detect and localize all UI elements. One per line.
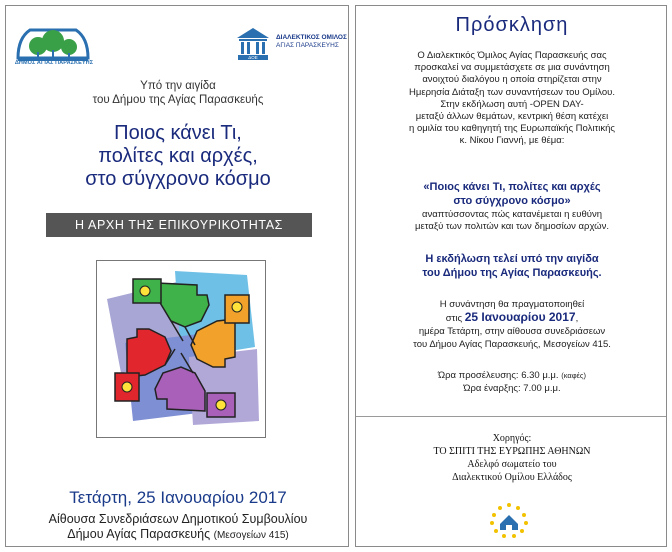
invitation-cover — [5, 5, 349, 547]
sponsor-line2: Αδελφό σωματείο του — [467, 459, 557, 470]
topic-desc-line2: μεταξύ των πολιτών και των δημοσίων αρχών. — [415, 221, 609, 233]
sponsor-line3: Διαλεκτικού Ομίλου Ελλάδος — [452, 472, 572, 483]
invitation-text-panel — [355, 5, 667, 547]
meeting-line3: ημέρα Τετάρτη, στην αίθουσα συνεδριάσεων — [418, 326, 606, 337]
topic-line1: «Ποιος κάνει Τι, πολίτες και αρχές — [423, 181, 601, 193]
arrival-time: Ώρα προσέλευσης: 6.30 μ.μ. — [437, 370, 559, 381]
event-venue — [6, 512, 350, 543]
meeting-details — [356, 298, 668, 351]
dialectic-club-logo — [234, 24, 272, 62]
dialectic-club-name-line1: ΔΙΑΛΕΚΤΙΚΟΣ ΟΜΙΛΟΣ — [276, 34, 347, 41]
meeting-suffix: , — [575, 313, 579, 324]
invitation-title: Πρόσκληση — [455, 14, 569, 36]
subsidiarity-band: Η ΑΡΧΗ ΤΗΣ ΕΠΙΚΟΥΡΙΚΟΤΗΤΑΣ — [46, 213, 312, 237]
topic-line2: στο σύγχρονο κόσμο» — [453, 195, 571, 207]
intro-line: μεταξύ άλλων θεμάτων, κεντρική θέση κατέχει — [415, 111, 609, 123]
auspices-notice-line1: Η εκδήλωση τελεί υπό την αιγίδα — [425, 253, 599, 265]
intro-line: ανοιχτού διαλόγου η οποία στηρίζεται στην — [422, 74, 602, 86]
meeting-prefix: στις — [445, 313, 465, 324]
sponsor-line1: ΤΟ ΣΠΙΤΙ ΤΗΣ ΕΥΡΩΠΗΣ ΑΘΗΝΩΝ — [433, 446, 591, 457]
sponsor-block — [356, 432, 668, 484]
section-divider — [356, 416, 666, 417]
intro-line: προσκαλεί να συμμετάσχετε σε μια συνάντηση — [414, 62, 610, 74]
topic-description — [356, 209, 668, 233]
event-title-line2: πολίτες και αρχές, — [98, 145, 258, 167]
meeting-line4: του Δήμου Αγίας Παρασκευής, Μεσογείων 415. — [413, 339, 611, 350]
auspices-text — [6, 79, 350, 107]
meeting-date: 25 Ιανουαρίου 2017 — [464, 310, 576, 324]
schedule — [356, 370, 668, 395]
meeting-line1: Η συνάντηση θα πραγματοποιηθεί — [439, 299, 585, 310]
auspices-line2: του Δήμου της Αγίας Παρασκευής — [92, 94, 264, 106]
intro-line: κ. Νίκου Γιαννή, με θέμα: — [459, 135, 565, 147]
event-title — [6, 122, 350, 191]
dialectic-badge: ΔΟΕ — [248, 55, 258, 60]
lecture-topic — [356, 180, 668, 208]
intro-line: Ημερησία Διάταξη των συναντήσεων του Ομίλου. — [409, 86, 615, 98]
event-title-line1: Ποιος κάνει Τι, — [114, 122, 242, 144]
hands-illustration-frame — [96, 260, 266, 438]
intro-line: η ομιλία του καθηγητή της Ευρωπαϊκής Πολιτικής — [409, 123, 615, 135]
house-of-europe-logo — [486, 500, 532, 540]
event-date: Τετάρτη, 25 Ιανουαρίου 2017 — [69, 488, 287, 507]
joined-hands-illustration — [97, 261, 265, 437]
start-time: Ώρα έναρξης: 7.00 μ.μ. — [463, 382, 561, 394]
event-title-line3: στο σύγχρονο κόσμο — [85, 168, 271, 190]
arrival-note: (καφές) — [561, 371, 587, 380]
dialectic-club-name — [276, 34, 347, 50]
sponsor-label: Χορηγός: — [492, 433, 532, 444]
venue-address: (Μεσογείων 415) — [213, 530, 289, 541]
invitation-intro — [356, 50, 668, 148]
topic-desc-line1: αναπτύσσοντας πώς κατανέμεται η ευθύνη — [421, 209, 603, 220]
municipality-logo-caption: ΔΗΜΟΣ ΑΓΙΑΣ ΠΑΡΑΣΚΕΥΗΣ — [14, 60, 94, 66]
auspices-line1: Υπό την αιγίδα — [140, 80, 216, 92]
auspices-notice — [356, 252, 668, 280]
dialectic-club-name-line2: ΑΓΙΑΣ ΠΑΡΑΣΚΕΥΗΣ — [276, 42, 339, 49]
venue-line2: Δήμου Αγίας Παρασκευής — [67, 527, 211, 541]
intro-line: Στην εκδήλωση αυτή -OPEN DAY- — [440, 98, 584, 110]
venue-line1: Αίθουσα Συνεδριάσεων Δημοτικού Συμβουλίου — [48, 512, 308, 526]
auspices-notice-line2: του Δήμου της Αγίας Παρασκευής. — [422, 267, 602, 279]
intro-line: Ο Διαλεκτικός Όμιλος Αγίας Παρασκευής σας — [417, 50, 607, 61]
